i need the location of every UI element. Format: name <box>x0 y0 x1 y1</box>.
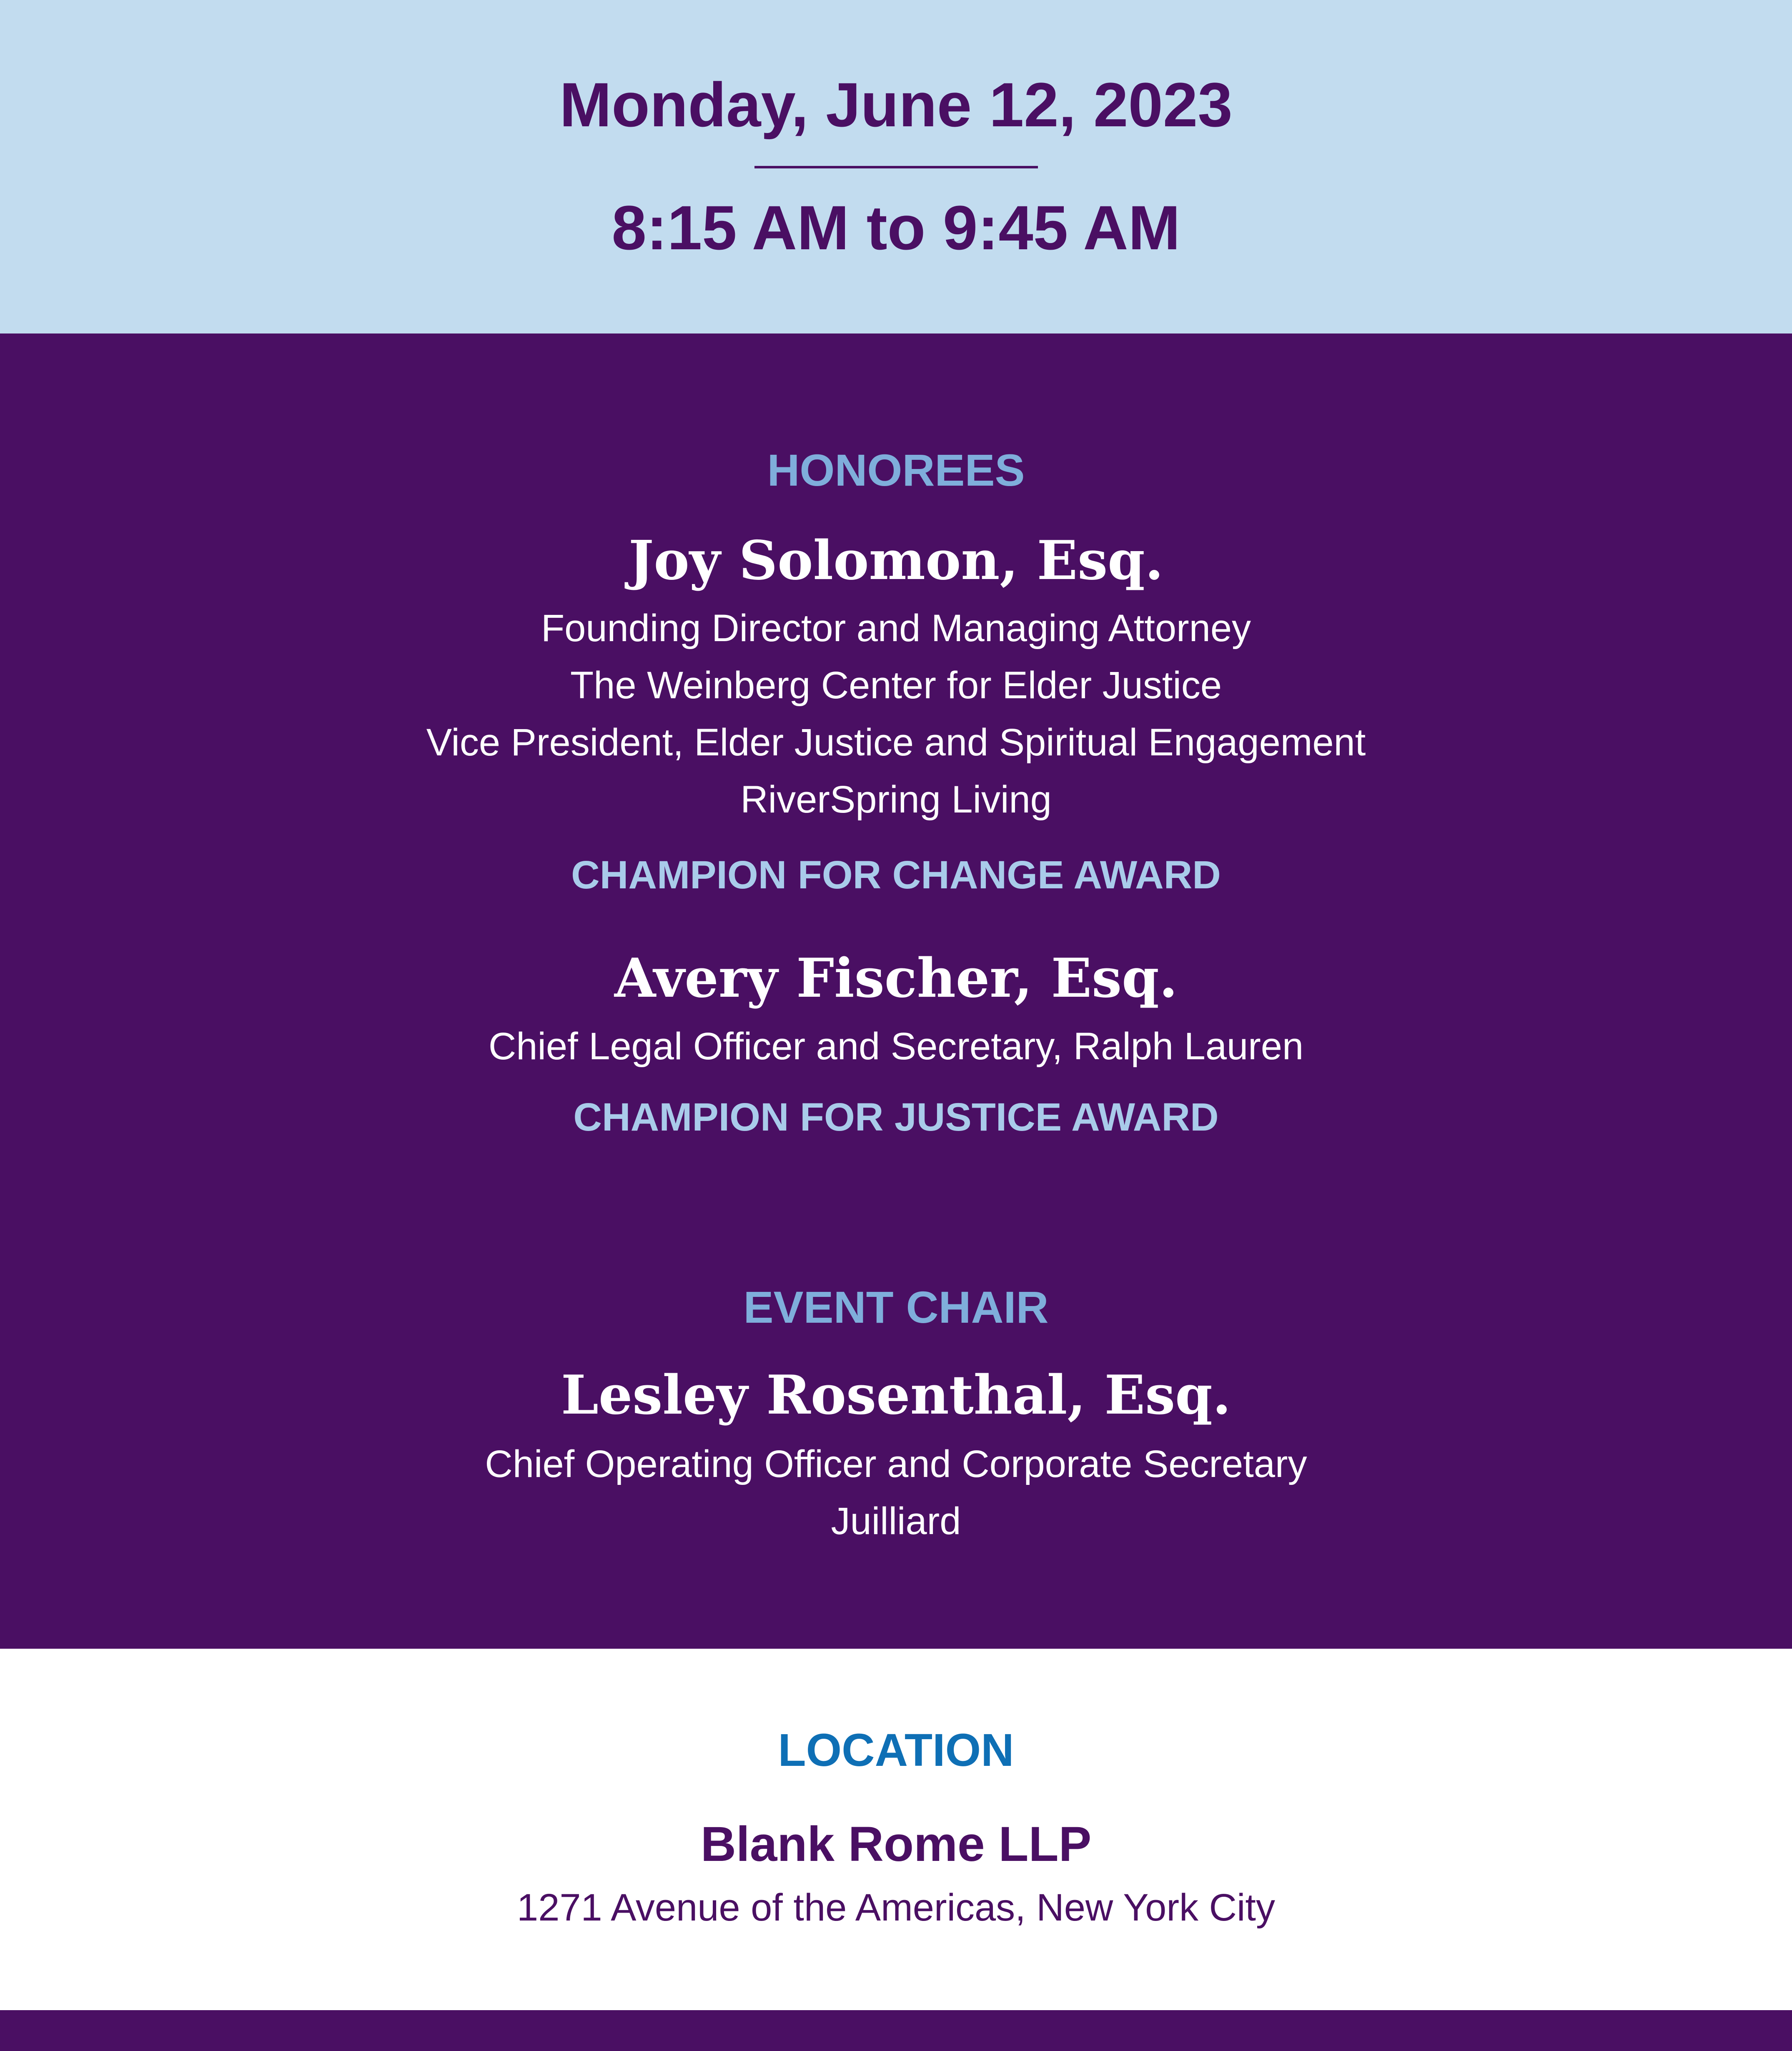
event-chair-name: Lesley Rosenthal, Esq. <box>561 1364 1231 1427</box>
honorees-heading: HONOREES <box>767 445 1025 495</box>
honoree-award: CHAMPION FOR CHANGE AWARD <box>571 853 1221 897</box>
event-date: Monday, June 12, 2023 <box>559 70 1233 140</box>
honoree-title: Chief Legal Officer and Secretary, Ralph Lauren <box>488 1025 1304 1068</box>
honoree-title: Vice President, Elder Justice and Spiritual Engagement <box>426 721 1366 764</box>
honoree-title: The Weinberg Center for Elder Justice <box>570 664 1222 707</box>
honoree-name: Avery Fischer, Esq. <box>614 947 1178 1010</box>
location-heading: LOCATION <box>778 1725 1014 1776</box>
footer-bar <box>0 2010 1792 2051</box>
honoree-title: RiverSpring Living <box>740 778 1052 821</box>
honoree-title: Founding Director and Managing Attorney <box>541 607 1251 649</box>
event-chair-title: Juilliard <box>831 1500 961 1542</box>
event-chair-heading: EVENT CHAIR <box>743 1282 1049 1332</box>
honoree-name: Joy Solomon, Esq. <box>628 529 1164 592</box>
event-chair-title: Chief Operating Officer and Corporate Secretary <box>485 1443 1307 1485</box>
venue-name: Blank Rome LLP <box>700 1817 1092 1872</box>
event-time: 8:15 AM to 9:45 AM <box>612 193 1180 263</box>
venue-address: 1271 Avenue of the Americas, New York City <box>517 1886 1275 1929</box>
honoree-award: CHAMPION FOR JUSTICE AWARD <box>573 1095 1219 1139</box>
date-divider <box>754 166 1038 168</box>
